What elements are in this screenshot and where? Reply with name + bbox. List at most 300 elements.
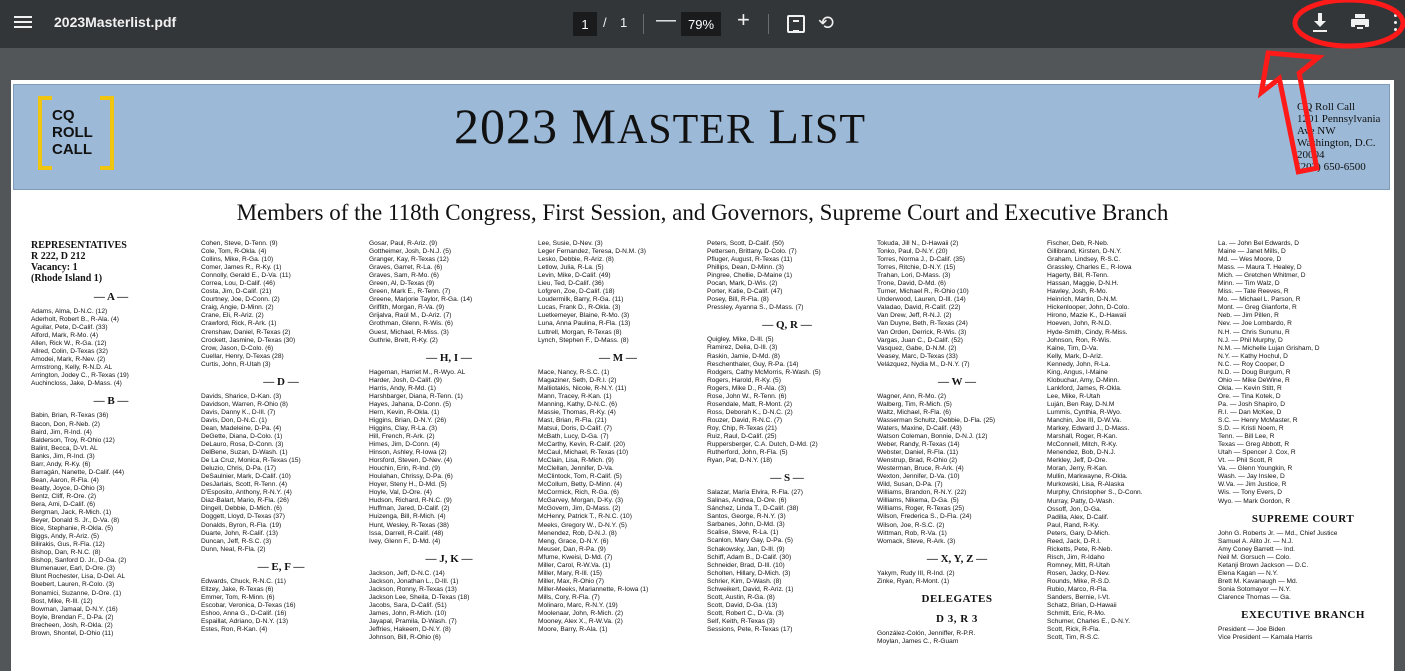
member-column [31, 240, 191, 671]
member-entry: McGovern, Jim, D-Mass. (2) [538, 505, 621, 513]
member-entry: DeLauro, Rosa, D-Conn. (3) [201, 441, 284, 449]
member-entry: Griffith, Morgan, R-Va. (9) [369, 304, 445, 312]
member-entry: Elena Kagan — N.Y. [1218, 569, 1278, 577]
member-entry: Hern, Kevin, R-Okla. (1) [369, 408, 440, 416]
member-entry: Lucas, Frank D., R-Okla. (3) [538, 304, 621, 312]
member-entry: Kaine, Tim, D-Va. [1047, 344, 1099, 352]
member-entry: Lofgren, Zoe, D-Calif. (18) [538, 288, 615, 296]
page-separator: / [603, 15, 607, 30]
member-entry: Granger, Kay, R-Texas (12) [369, 256, 449, 264]
section-heading: SUPREME COURT [1251, 512, 1355, 525]
member-entry: Issa, Darrell, R-Calif. (48) [369, 529, 444, 537]
member-entry: Jackson, Jonathan L., D-Ill. (1) [369, 577, 459, 585]
member-entry: Auchincloss, Jake, D-Mass. (4) [31, 380, 122, 388]
member-entry: Lee, Susie, D-Nev. (3) [538, 240, 603, 247]
member-entry: Van Duyne, Beth, R-Texas (24) [877, 320, 968, 328]
member-entry: Yakym, Rudy III, R-Ind. (2) [877, 569, 955, 577]
member-entry: Pettersen, Brittany, D-Colo. (7) [707, 248, 797, 256]
member-entry: Davis, Danny K., D-Ill. (7) [201, 408, 276, 416]
member-entry: Phillips, Dean, D-Minn. (3) [707, 264, 784, 272]
member-entry: Wilson, Joe, R-S.C. (2) [877, 521, 945, 529]
member-entry: Mich. — Gretchen Whitmer, D [1218, 272, 1306, 280]
member-entry: Texas — Greg Abbott, R [1218, 441, 1290, 449]
member-entry: Schrier, Kim, D-Wash. (8) [707, 577, 782, 585]
logo-text: CALL [52, 141, 92, 158]
member-entry: Collins, Mike, R-Ga. (10) [201, 256, 274, 264]
member-entry: Hirono, Mazie K., D-Hawaii [1047, 312, 1127, 320]
member-entry: Lummis, Cynthia, R-Wyo. [1047, 408, 1122, 416]
member-entry: Velázquez, Nydia M., D-N.Y. (7) [877, 360, 970, 368]
member-entry: Hawley, Josh, R-Mo. [1047, 288, 1108, 296]
member-entry: Higgins, Clay, R-La. (3) [369, 424, 438, 432]
member-entry: Scott, Robert C., D-Va. (3) [707, 609, 784, 617]
logo-text: ROLL [52, 124, 93, 141]
letter-heading: — X, Y, Z — [926, 552, 988, 565]
member-entry: Scott, Rick, R-Fla. [1047, 626, 1101, 634]
member-entry: Johnson, Ron, R-Wis. [1047, 336, 1112, 344]
masthead-banner [13, 84, 1390, 190]
member-entry: Diaz-Balart, Mario, R-Fla. (26) [201, 497, 289, 505]
member-entry: Sessions, Pete, R-Texas (17) [707, 625, 793, 633]
address-line: 1201 Pennsylvania [1297, 113, 1381, 125]
member-entry: Davis, Don, D-N.C. (1) [201, 416, 267, 424]
member-entry: Markey, Edward J., D-Mass. [1047, 425, 1130, 433]
member-entry: Wittman, Rob, R-Va. (1) [877, 529, 947, 537]
member-entry: Wexton, Jennifer, D-Va. (10) [877, 473, 960, 481]
member-entry: Johnson, Bill, R-Ohio (6) [369, 634, 441, 642]
member-entry: Waltz, Michael, R-Fla. (6) [877, 408, 952, 416]
member-entry: McHenry, Patrick T., R-N.C. (10) [538, 513, 632, 521]
letter-heading: — S — [770, 472, 804, 485]
member-entry: Vice President — Kamala Harris [1218, 634, 1313, 642]
member-entry: Hoyer, Steny H., D-Md. (5) [369, 481, 447, 489]
member-entry: Tonko, Paul, D-N.Y. (20) [877, 248, 948, 256]
member-entry: Hayes, Jahana, D-Conn. (5) [369, 400, 452, 408]
member-entry: Risch, Jim, R-Idaho [1047, 553, 1105, 561]
member-entry: Van Orden, Derrick, R-Wis. (3) [877, 328, 967, 336]
member-entry: Ross, Deborah K., D-N.C. (2) [707, 408, 793, 416]
member-entry: Luna, Anna Paulina, R-Fla. (13) [538, 320, 631, 328]
member-entry: Luján, Ben Ray, D-N.M [1047, 400, 1115, 408]
member-entry: Aguilar, Pete, D-Calif. (33) [31, 324, 108, 332]
member-entry: Hyde-Smith, Cindy, R-Miss. [1047, 328, 1128, 336]
member-entry: Rutherford, John, R-Fla. (5) [707, 449, 788, 457]
member-entry: Womack, Steve, R-Ark. (3) [877, 537, 956, 545]
member-entry: R.I. — Dan McKee, D [1218, 408, 1282, 416]
title-part: ASTER [616, 107, 755, 153]
member-entry: Rubio, Marco, R-Fla. [1047, 586, 1108, 594]
title-part: 2023 M [454, 98, 617, 154]
member-entry: McCaul, Michael, R-Texas (10) [538, 449, 629, 457]
member-entry: Mullin, Markwayne, R-Okla. [1047, 473, 1128, 481]
member-entry: Meng, Grace, D-N.Y. (6) [538, 537, 609, 545]
member-entry: Ohio — Mike DeWine, R [1218, 376, 1290, 384]
member-entry: Cuellar, Henry, D-Texas (28) [201, 352, 284, 360]
member-entry: Brown, Shontel, D-Ohio (11) [31, 629, 114, 637]
member-entry: Hinson, Ashley, R-Iowa (2) [369, 449, 447, 457]
member-entry: Ruiz, Raul, D-Calif. (25) [707, 432, 777, 440]
member-entry: Schatz, Brian, D-Hawaii [1047, 602, 1117, 610]
member-entry: Miller, Max, R-Ohio (7) [538, 577, 604, 585]
member-entry: Paul, Rand, R-Ky. [1047, 521, 1100, 529]
member-entry: Scott, David, D-Ga. (13) [707, 601, 778, 609]
member-entry: Neil M. Gorsuch — Colo. [1218, 553, 1291, 561]
member-entry: Wild, Susan, D-Pa. (7) [877, 481, 943, 489]
member-entry: Hunt, Wesley, R-Texas (38) [369, 521, 450, 529]
member-entry: Bean, Aaron, R-Fla. (4) [31, 476, 99, 484]
member-entry: Rogers, Harold, R-Ky. (5) [707, 376, 781, 384]
member-column [1218, 240, 1388, 671]
member-entry: Brecheen, Josh, R-Okla. (2) [31, 621, 113, 629]
member-entry: Houchin, Erin, R-Ind. (9) [369, 465, 441, 473]
member-entry: Murray, Patty, D-Wash. [1047, 497, 1115, 505]
member-entry: President — Joe Biden [1218, 625, 1286, 633]
member-entry: Schakowsky, Jan, D-Ill. (9) [707, 545, 785, 553]
zoom-in-button[interactable]: + [737, 7, 750, 32]
member-entry: Utah — Spencer J. Cox, R [1218, 449, 1296, 457]
member-entry: Meeks, Gregory W., D-N.Y. (5) [538, 521, 627, 529]
member-entry: Amodei, Mark, R-Nev. (2) [31, 356, 106, 364]
member-entry: Samuel A. Alito Jr. — N.J. [1218, 537, 1294, 545]
member-entry: Marshall, Roger, R-Kan. [1047, 433, 1118, 441]
member-entry: Pa. — Josh Shapiro, D [1218, 400, 1286, 408]
member-entry: Balint, Becca, D-Vt. AL [31, 444, 98, 452]
member-entry: Rouzer, David, R-N.C. (7) [707, 416, 783, 424]
member-entry: Rosendale, Matt, R-Mont. (2) [707, 400, 793, 408]
member-entry: King, Angus, I-Maine [1047, 368, 1108, 376]
member-entry: Donalds, Byron, R-Fla. (19) [201, 521, 282, 529]
member-entry: Ruppersberger, C.A. Dutch, D-Md. (2) [707, 441, 818, 449]
member-entry: Veasey, Marc, D-Texas (33) [877, 352, 958, 360]
member-entry: Rounds, Mike, R-S.D. [1047, 577, 1111, 585]
member-entry: Moylan, James C., R-Guam [877, 637, 959, 645]
download-icon[interactable] [1312, 12, 1328, 34]
member-entry: Wagner, Ann, R-Mo. (2) [877, 392, 947, 400]
letter-heading: — Q, R — [762, 319, 812, 332]
member-entry: DelBene, Suzan, D-Wash. (1) [201, 449, 288, 457]
member-entry: Guest, Michael, R-Miss. (3) [369, 328, 449, 336]
member-entry: Schmitt, Eric, R-Mo. [1047, 610, 1106, 618]
member-entry: Armstrong, Kelly, R-N.D. AL [31, 364, 113, 372]
member-entry: Boebert, Lauren, R-Colo. (3) [31, 581, 115, 589]
member-entry: Banks, Jim, R-Ind. (3) [31, 452, 95, 460]
current-page-input[interactable]: 1 [573, 12, 597, 36]
member-entry: Boyle, Brendan F., D-Pa. (2) [31, 613, 114, 621]
member-entry: Peters, Scott, D-Calif. (50) [707, 240, 784, 247]
letter-heading: — D — [263, 375, 299, 388]
member-entry: Beyer, Donald S. Jr., D-Va. (8) [31, 517, 120, 525]
member-entry: Sarbanes, John, D-Md. (3) [707, 521, 785, 529]
rotate-icon[interactable]: ⟲ [818, 13, 834, 34]
member-entry: Jackson Lee, Sheila, D-Texas (18) [369, 593, 470, 601]
member-entry: Hageman, Harriet M., R-Wyo. AL [369, 368, 466, 376]
menu-icon[interactable] [14, 13, 32, 35]
member-entry: Moran, Jerry, R-Kan. [1047, 465, 1108, 473]
member-entry: Williams, Nikema, D-Ga. (5) [877, 497, 959, 505]
member-entry: Mooney, Alex X., R-W.Va. (2) [538, 618, 623, 626]
member-entry: Hoeven, John, R-N.D. [1047, 320, 1112, 328]
member-entry: Waters, Maxine, D-Calif. (43) [877, 424, 962, 432]
address-line: CQ Roll Call [1297, 101, 1356, 113]
member-entry: Hudson, Richard, R-N.C. (9) [369, 497, 452, 505]
section-heading: DELEGATES [921, 592, 993, 605]
fit-to-page-icon[interactable] [787, 15, 805, 33]
member-entry: Matsui, Doris, D-Calif. (7) [538, 424, 613, 432]
member-entry: Vargas, Juan C., D-Calif. (52) [877, 336, 963, 344]
member-entry: Eshoo, Anna G., D-Calif. (16) [201, 609, 287, 617]
member-column [201, 240, 361, 671]
member-entry: Beatty, Joyce, D-Ohio (3) [31, 484, 105, 492]
member-entry: Harshbarger, Diana, R-Tenn. (1) [369, 392, 463, 400]
member-entry: Tenn. — Bill Lee, R [1218, 433, 1275, 441]
member-entry: Pocan, Mark, D-Wis. (2) [707, 280, 778, 288]
member-entry: Vt. — Phil Scott, R [1218, 457, 1273, 465]
member-entry: Graves, Sam, R-Mo. (6) [369, 272, 439, 280]
member-entry: Zinke, Ryan, R-Mont. (1) [877, 577, 950, 585]
member-entry: Bacon, Don, R-Neb. (2) [31, 420, 100, 428]
member-entry: Emmer, Tom, R-Minn. (6) [201, 593, 275, 601]
member-entry: Duarte, John, R-Calif. (13) [201, 529, 278, 537]
member-entry: Amy Coney Barrett — Ind. [1218, 545, 1295, 553]
member-entry: De La Cruz, Monica, R-Texas (15) [201, 457, 301, 465]
member-entry: Klobuchar, Amy, D-Minn. [1047, 376, 1120, 384]
member-entry: Wenstrup, Brad, R-Ohio (2) [877, 457, 958, 465]
member-entry: McConnell, Mitch, R-Ky. [1047, 441, 1118, 449]
letter-heading: — M — [599, 351, 637, 364]
member-entry: Ellzey, Jake, R-Texas (6) [201, 585, 274, 593]
member-entry: Sánchez, Linda T., D-Calif. (38) [707, 505, 799, 513]
member-entry: Bishop, Sanford D. Jr., D-Ga. (2) [31, 557, 127, 565]
member-entry: Molinaro, Marc, R-N.Y. (19) [538, 601, 618, 609]
section-heading: D 3, R 3 [936, 612, 978, 625]
section-heading: REPRESENTATIVES [31, 240, 127, 251]
member-entry: Cohen, Steve, D-Tenn. (9) [201, 240, 278, 247]
member-column [707, 240, 867, 671]
print-icon[interactable] [1351, 14, 1369, 32]
member-entry: Houlahan, Chrissy, D-Pa. (6) [369, 473, 453, 481]
member-entry: Leger Fernandez, Teresa, D-N.M. (3) [538, 248, 646, 256]
member-entry: Babin, Brian, R-Texas (36) [31, 412, 109, 420]
member-entry: Crenshaw, Daniel, R-Texas (2) [201, 328, 291, 336]
member-entry: Greene, Marjorie Taylor, R-Ga. (14) [369, 296, 473, 304]
more-options-icon[interactable] [1394, 14, 1398, 34]
letter-heading: — A — [93, 291, 129, 303]
address-line: 20004 [1297, 149, 1325, 161]
document-title [454, 97, 866, 155]
member-entry: Dunn, Neal, R-Fla. (2) [201, 545, 266, 553]
member-entry: DeGette, Diana, D-Colo. (1) [201, 432, 283, 440]
member-entry: Grijalva, Raúl M., D-Ariz. (7) [369, 312, 452, 320]
total-pages: 1 [620, 15, 628, 30]
section-heading: EXECUTIVE BRANCH [1241, 608, 1365, 621]
member-entry: Levin, Mike, D-Calif. (49) [538, 272, 611, 280]
member-entry: Mace, Nancy, R-S.C. (1) [538, 368, 610, 376]
member-entry: Jackson, Jeff, D-N.C. (14) [369, 569, 445, 577]
member-entry: Miss. — Tate Reeves, R [1218, 288, 1289, 296]
member-entry: Davids, Sharice, D-Kan. (3) [201, 392, 282, 400]
zoom-level-input[interactable]: 79% [681, 12, 721, 36]
zoom-out-button[interactable]: — [656, 9, 676, 31]
toolbar-divider [768, 14, 769, 34]
logo-text: CQ [52, 107, 75, 124]
member-entry: McCarthy, Kevin, R-Calif. (20) [538, 441, 626, 449]
member-entry: Reed, Jack, D-R.I. [1047, 537, 1101, 545]
address-line: (202) 650-6500 [1297, 161, 1366, 173]
member-entry: John G. Roberts Jr. — Md., Chief Justice [1218, 529, 1338, 537]
member-entry: Pfluger, August, R-Texas (11) [707, 256, 793, 264]
member-entry: Rogers, Mike D., R-Ala. (3) [707, 384, 787, 392]
member-entry: Cole, Tom, R-Okla. (4) [201, 248, 267, 256]
member-entry: Merkley, Jeff, D-Ore. [1047, 457, 1108, 465]
member-entry: Miller-Meeks, Mariannette, R-Iowa (1) [538, 585, 649, 593]
member-entry: Pingree, Chellie, D-Maine (1) [707, 272, 793, 280]
member-entry: Blunt Rochester, Lisa, D-Del. AL [31, 573, 126, 581]
member-entry: Murkowski, Lisa, R-Alaska [1047, 481, 1125, 489]
member-entry: Jeffries, Hakeem, D-N.Y. (8) [369, 625, 451, 633]
member-entry: Santos, George, R-N.Y. (3) [707, 513, 786, 521]
member-entry: Lieu, Ted, D-Calif. (36) [538, 280, 604, 288]
member-entry: Roy, Chip, R-Texas (21) [707, 424, 777, 432]
member-entry: Deluzio, Chris, D-Pa. (17) [201, 465, 277, 473]
member-entry: McGarvey, Morgan, D-Ky. (3) [538, 497, 624, 505]
member-column [369, 240, 529, 671]
publisher-address [1297, 101, 1380, 173]
member-entry: Ore. — Tina Kotek, D [1218, 392, 1281, 400]
member-entry: Biggs, Andy, R-Ariz. (5) [31, 533, 100, 541]
member-entry: Kelly, Mark, D-Ariz. [1047, 352, 1103, 360]
member-column [1047, 240, 1207, 671]
member-entry: Raskin, Jamie, D-Md. (8) [707, 352, 780, 360]
member-entry: DesJarlais, Scott, R-Tenn. (4) [201, 481, 288, 489]
member-entry: S.D. — Kristi Noem, R [1218, 425, 1284, 433]
member-entry: Van Drew, Jeff, R-N.J. (2) [877, 312, 952, 320]
member-entry: Scanlon, Mary Gay, D-Pa. (5) [707, 537, 793, 545]
title-part: IST [800, 107, 867, 153]
member-entry: Duncan, Jeff, R-S.C. (3) [201, 537, 272, 545]
member-entry: Okla. — Kevin Stitt, R [1218, 384, 1282, 392]
member-entry: Malliotakis, Nicole, R-N.Y. (11) [538, 384, 627, 392]
member-entry: N.M. — Michelle Lujan Grisham, D [1218, 344, 1320, 352]
member-entry: Lynch, Stephen F., D-Mass. (8) [538, 336, 629, 344]
title-part: L [754, 98, 801, 154]
member-entry: Harder, Josh, D-Calif. (9) [369, 376, 442, 384]
member-entry: Turner, Michael R., R-Ohio (10) [877, 288, 969, 296]
file-name: 2023Masterlist.pdf [54, 14, 177, 30]
member-entry: Huffman, Jared, D-Calif. (2) [369, 505, 450, 513]
member-entry: S.C. — Henry McMaster, R [1218, 417, 1298, 425]
member-entry: Himes, Jim, D-Conn. (4) [369, 441, 440, 449]
cq-roll-call-logo [38, 96, 114, 170]
member-entry: Underwood, Lauren, D-Ill. (14) [877, 296, 966, 304]
member-entry: Moolenaar, John, R-Mich. (2) [538, 610, 624, 618]
member-entry: Gillibrand, Kirsten, D-N.Y. [1047, 248, 1122, 256]
member-entry: Espaillat, Adriano, D-N.Y. (13) [201, 617, 289, 625]
letter-heading: — E, F — [257, 560, 305, 573]
member-entry: Wasserman Schultz, Debbie, D-Fla. (25) [877, 416, 996, 424]
member-entry: Brett M. Kavanaugh — Md. [1218, 577, 1298, 585]
member-entry: Letlow, Julia, R-La. (5) [538, 264, 604, 272]
member-entry: Schiff, Adam B., D-Calif. (30) [707, 553, 792, 561]
member-entry: Horsford, Steven, D-Nev. (4) [369, 457, 453, 465]
member-entry: Padilla, Alex, D-Calif. [1047, 513, 1109, 521]
member-entry: Ramirez, Delia, D-Ill. (3) [707, 344, 778, 352]
member-entry: Huizenga, Bill, R-Mich. (4) [369, 513, 446, 521]
member-entry: Mass. — Maura T. Healey, D [1218, 264, 1302, 272]
member-entry: Luetkemeyer, Blaine, R-Mo. (3) [538, 312, 630, 320]
document-subtitle: Members of the 118th Congress, First Session, and Governors, Supreme Court and Executive Branch [236, 200, 1169, 225]
member-entry: Rosen, Jacky, D-Nev. [1047, 569, 1110, 577]
member-entry: Schneider, Brad, D-Ill. (10) [707, 561, 785, 569]
toolbar-divider [643, 14, 644, 34]
member-entry: Torres, Ritchie, D-N.Y. (15) [877, 264, 956, 272]
member-entry: Graham, Lindsey, R-S.C. [1047, 256, 1121, 264]
member-entry: Williams, Roger, R-Texas (25) [877, 505, 965, 513]
member-entry: Baird, Jim, R-Ind. (4) [31, 428, 92, 436]
member-entry: Jackson, Ronny, R-Texas (13) [369, 585, 457, 593]
section-heading: (Rhode Island 1) [31, 273, 103, 284]
member-entry: Bice, Stephanie, R-Okla. (5) [31, 525, 114, 533]
member-entry: Romney, Mitt, R-Utah [1047, 561, 1110, 569]
member-column [538, 240, 698, 671]
member-entry: McCormick, Rich, R-Ga. (6) [538, 489, 619, 497]
member-entry: Trone, David, D-Md. (6) [877, 280, 947, 288]
member-entry: Higgins, Brian, D-N.Y. (26) [369, 416, 447, 424]
member-entry: Sanders, Bernie, I-Vt. [1047, 594, 1111, 602]
member-entry: Hill, French, R-Ark. (2) [369, 432, 435, 440]
member-entry: Meuser, Dan, R-Pa. (9) [538, 545, 606, 553]
member-entry: Mo. — Michael L. Parson, R [1218, 296, 1301, 304]
member-entry: N.Y. — Kathy Hochul, D [1218, 352, 1288, 360]
member-entry: Barragán, Nanette, D-Calif. (44) [31, 468, 125, 476]
member-entry: Ivey, Glenn F., D-Md. (4) [369, 537, 441, 545]
member-entry: Green, Al, D-Texas (9) [369, 280, 435, 288]
member-entry: Clarence Thomas — Ga. [1218, 593, 1291, 601]
member-entry: Mills, Cory, R-Fla. (7) [538, 593, 600, 601]
member-entry: Rose, John W., R-Tenn. (6) [707, 392, 787, 400]
member-entry: Mont. — Greg Gianforte, R [1218, 304, 1297, 312]
member-entry: Mfume, Kweisi, D-Md. (7) [538, 553, 613, 561]
letter-heading: — J, K — [425, 552, 473, 565]
member-entry: Trahan, Lori, D-Mass. (3) [877, 272, 951, 280]
member-entry: Bilirakis, Gus, R-Fla. (12) [31, 541, 105, 549]
member-entry: Torres, Norma J., D-Calif. (35) [877, 256, 965, 264]
member-entry: Md. — Wes Moore, D [1218, 256, 1282, 264]
member-entry: Arrington, Jodey C., R-Texas (19) [31, 372, 129, 380]
letter-heading: — B — [93, 395, 129, 408]
member-entry: Luttrell, Morgan, R-Texas (8) [538, 328, 622, 336]
member-entry: Mann, Tracey, R-Kan. (1) [538, 392, 612, 400]
member-entry: Blumenauer, Earl, D-Ore. (3) [31, 565, 115, 573]
member-entry: Crow, Jason, D-Colo. (6) [201, 344, 274, 352]
member-entry: Menendez, Bob, D-N.J. [1047, 449, 1116, 457]
member-entry: James, John, R-Mich. (10) [369, 609, 447, 617]
member-entry: Massie, Thomas, R-Ky. (4) [538, 408, 616, 416]
member-column [877, 240, 1037, 671]
member-entry: Scott, Austin, R-Ga. (8) [707, 593, 775, 601]
member-entry: Costa, Jim, D-Calif. (21) [201, 288, 272, 296]
member-entry: Courtney, Joe, D-Conn. (2) [201, 296, 280, 304]
member-entry: Lankford, James, R-Okla. [1047, 384, 1122, 392]
member-entry: Watson Coleman, Bonnie, D-N.J. (12) [877, 432, 988, 440]
letter-heading: — W — [937, 375, 977, 388]
pdf-page [11, 80, 1394, 671]
member-entry: Walberg, Tim, R-Mich. (5) [877, 400, 952, 408]
member-entry: Moore, Barry, R-Ala. (1) [538, 626, 608, 634]
member-entry: Pressley, Ayanna S., D-Mass. (7) [707, 304, 804, 312]
pdf-toolbar [0, 0, 1405, 48]
member-entry: Adams, Alma, D-N.C. (12) [31, 308, 108, 315]
member-entry: Valadao, David, R-Calif. (22) [877, 304, 961, 312]
